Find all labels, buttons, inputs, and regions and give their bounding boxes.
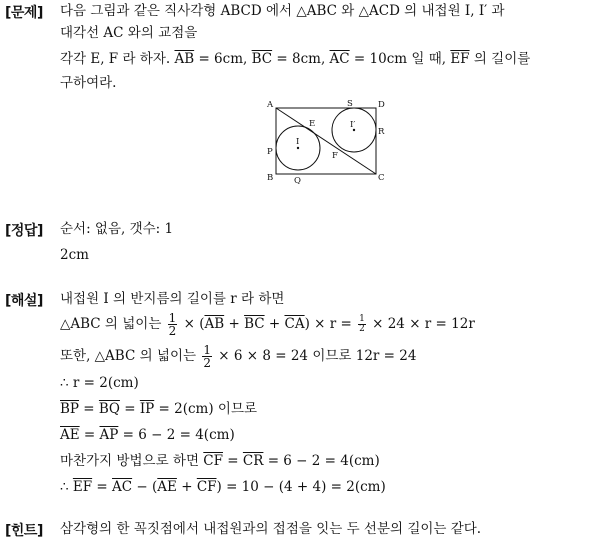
hint-label: [힌트] — [5, 523, 43, 539]
solution-line-1: 내접원 I 의 반지름의 길이를 r 라 하면 — [60, 291, 285, 307]
label-d: D — [378, 100, 385, 110]
label-e: E — [309, 119, 316, 129]
geometry-figure — [262, 96, 394, 184]
label-f: F — [332, 151, 338, 161]
problem-line-1: 다음 그림과 같은 직사각형 ABCD 에서 △ABC 와 △ACD 의 내접원 I, I′ 과 — [60, 3, 505, 19]
problem-line-2: 대각선 AC 와의 교점을 — [60, 25, 198, 41]
solution-line-8: ∴ $\overline{EF} = \overline{AC} - (\overline{AE} + \overline{CF}) = 10 - (4 + 4) = 2(cm)$ — [60, 479, 386, 495]
diagonal-ac — [276, 108, 376, 174]
label-b: B — [267, 173, 274, 183]
solution-line-6: $\overline{AE} = \overline{AP} = 6 - 2 = 4(cm)$ — [60, 427, 235, 443]
hint-text: 삼각형의 한 꼭짓점에서 내접원과의 접점을 잇는 두 선분의 길이는 같다. — [60, 521, 482, 537]
solution-line-3: 또한, △ABC 의 넓이는 $\frac{1}{2}$ × 6 × 8 = 24 이므로 12r = 24 — [60, 343, 417, 370]
answer-meta: 순서: 없음, 갯수: 1 — [60, 221, 174, 237]
label-q: Q — [294, 176, 301, 184]
answer-label: [정답] — [5, 223, 43, 239]
solution-label: [해설] — [5, 293, 43, 309]
label-a: A — [267, 100, 274, 110]
label-i: I — [296, 137, 300, 147]
solution-line-2: △ABC 의 넓이는 $\frac{1}{2}$ × $(\overline{AB} + \overline{BC} + \overline{CA}) \times r$ = $\frac{1}{2}$ × 24 × r = 12r — [60, 311, 475, 338]
answer-value: 2cm — [60, 247, 89, 263]
label-i-prime: I′ — [350, 120, 356, 130]
label-r: R — [378, 127, 385, 137]
solution-line-7: 마찬가지 방법으로 하면 $\overline{CF} = \overline{CR} = 6 - 2 = 4(cm)$ — [60, 453, 380, 469]
label-s: S — [347, 99, 353, 109]
solution-line-5: $\overline{BP} = \overline{BQ} = \overline{IP} = 2(cm)$ 이므로 — [60, 401, 258, 417]
solution-line-4: ∴ r = 2(cm) — [60, 375, 139, 391]
label-p: P — [267, 147, 273, 157]
problem-line-3: 각각 E, F 라 하자. $\overline{AB} = 6cm$, $\overline{BC} = 8cm$, $\overline{AC} = 10cm$ 일 때, $\overline{EF}$ 의 길이를 — [60, 51, 531, 67]
problem-label: [문제] — [5, 5, 43, 21]
problem-line-4: 구하여라. — [60, 75, 117, 91]
center-i — [297, 147, 299, 149]
label-c: C — [378, 173, 385, 183]
